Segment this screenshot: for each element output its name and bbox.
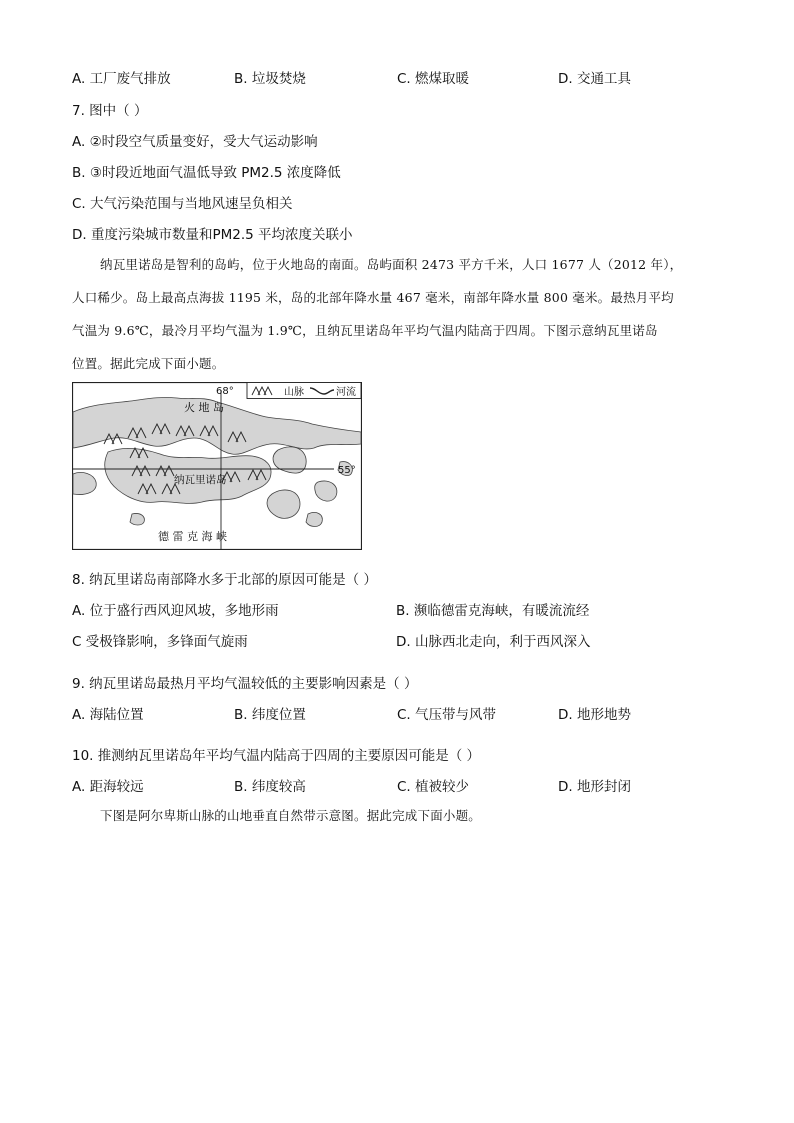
q8-option-a: A. 位于盛行西风迎风坡，多地形雨 (72, 603, 279, 619)
q9-option-a: A. 海陆位置 (72, 707, 144, 723)
q6-option-d: D. 交通工具 (558, 71, 631, 87)
q7-option-a: A. ②时段空气质量变好，受大气运动影响 (72, 134, 318, 150)
passage-line-3: 气温为 9.6℃，最冷月平均气温为 1.9℃，且纳瓦里诺岛年平均气温内陆高于四周。下图示意纳瓦里诺岛 (72, 323, 658, 338)
q8-stem: 8. 纳瓦里诺岛南部降水多于北部的原因可能是（ ） (72, 572, 377, 588)
fire-island-label: 火 地 岛 (184, 401, 224, 414)
q10-stem: 10. 推测纳瓦里诺岛年平均气温内陆高于四周的主要原因可能是（ ） (72, 748, 481, 764)
latitude-label: 55° (338, 465, 356, 476)
q10-option-a: A. 距海较远 (72, 779, 144, 795)
q8-option-b: B. 濒临德雷克海峡，有暖流流经 (396, 603, 590, 619)
passage-line-2: 人口稀少。岛上最高点海拔 1195 米，岛的北部年降水量 467 毫米，南部年降水量 800 毫米。最热月平均 (72, 290, 674, 305)
legend-mountain-label: 山脉 (284, 387, 304, 398)
drake-passage-label: 德 雷 克 海 峡 (158, 530, 227, 543)
q7-option-b: B. ③时段近地面气温低导致 PM2.5 浓度降低 (72, 165, 341, 181)
q9-option-c: C. 气压带与风带 (397, 707, 497, 723)
q7-option-d: D. 重度污染城市数量和PM2.5 平均浓度关联小 (72, 227, 353, 243)
q9-option-d: D. 地形地势 (558, 707, 631, 723)
q9-option-b: B. 纬度位置 (234, 707, 306, 723)
q9-stem: 9. 纳瓦里诺岛最热月平均气温较低的主要影响因素是（ ） (72, 676, 418, 692)
legend-river-label: 河流 (336, 387, 356, 398)
passage-navarino (72, 248, 722, 380)
passage-alps (72, 799, 722, 832)
q10-option-d: D. 地形封闭 (558, 779, 631, 795)
navarino-label: 纳瓦里诺岛 (174, 474, 227, 486)
navarino-map (72, 382, 362, 550)
q8-option-d: D. 山脉西北走向，利于西风深入 (396, 634, 591, 650)
q7-stem: 7. 图中（ ） (72, 103, 148, 119)
longitude-label: 68° (216, 386, 234, 397)
q6-option-b: B. 垃圾焚烧 (234, 71, 306, 87)
island-small-3 (130, 513, 144, 525)
q6-option-c: C. 燃煤取暖 (397, 71, 470, 87)
q7-option-c: C. 大气污染范围与当地风速呈负相关 (72, 196, 293, 212)
passage-alps-line: 下图是阿尔卑斯山脉的山地垂直自然带示意图。据此完成下面小题。 (100, 808, 482, 823)
island-small-1 (306, 512, 322, 526)
passage-line-1: 纳瓦里诺岛是智利的岛屿，位于火地岛的南面。岛屿面积 2473 平方千米，人口 1677 人（2012 年）， (100, 257, 683, 272)
q6-option-a: A. 工厂废气排放 (72, 71, 171, 87)
q8-option-c: C 受极锋影响，多锋面气旋雨 (72, 634, 248, 650)
q10-option-b: B. 纬度较高 (234, 779, 306, 795)
passage-line-4: 位置。据此完成下面小题。 (72, 356, 225, 371)
q10-option-c: C. 植被较少 (397, 779, 470, 795)
